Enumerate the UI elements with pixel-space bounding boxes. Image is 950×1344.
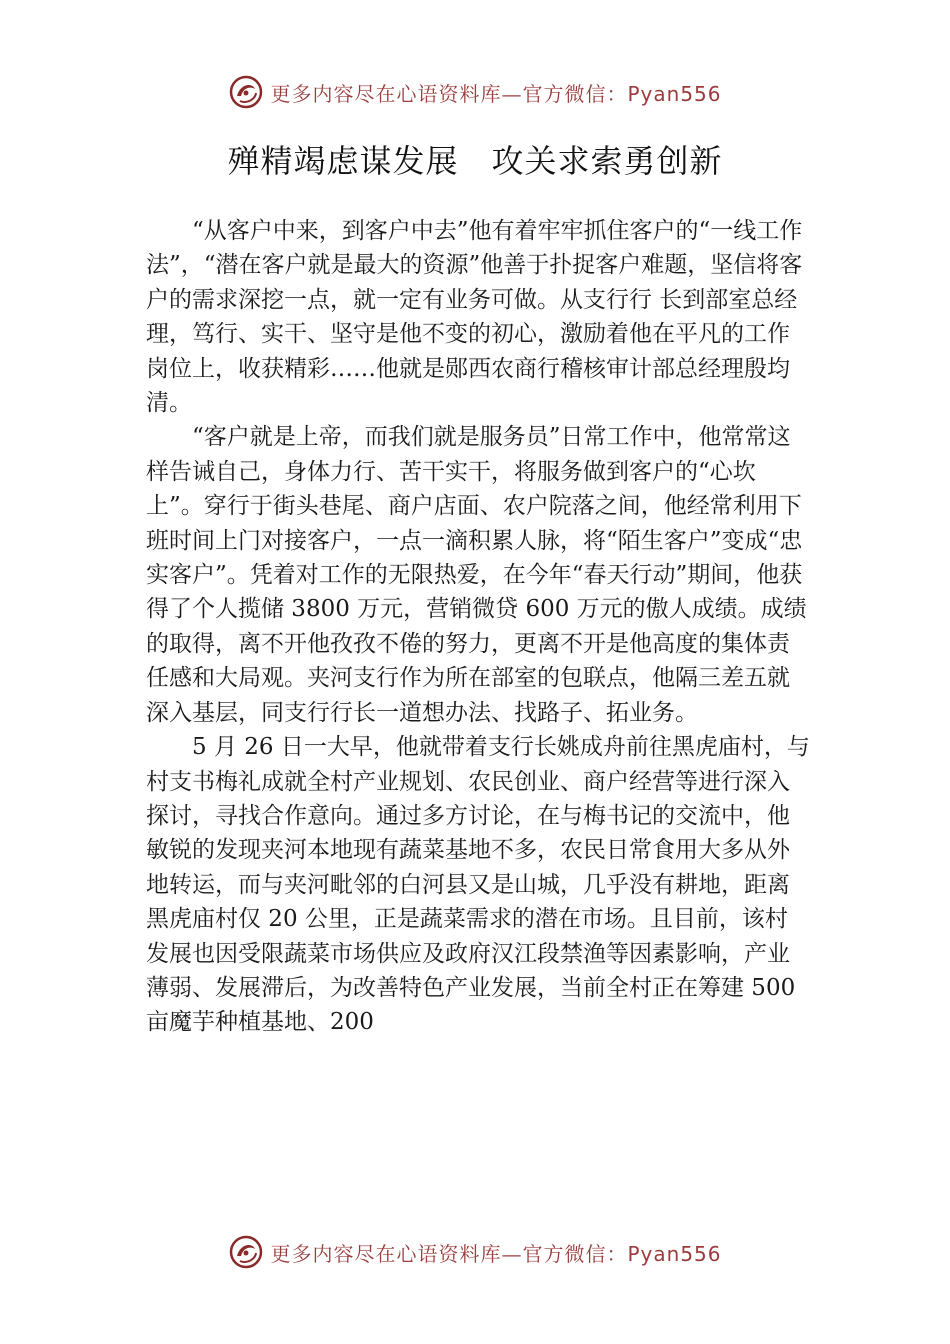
banner-text: 更多内容尽在心语资料库—官方微信：Pyan556	[270, 1241, 722, 1266]
header-banner	[0, 70, 950, 114]
swirl-logo-icon	[228, 74, 264, 110]
document-title: 殚精竭虑谋发展 攻关求索勇创新	[227, 142, 723, 180]
swirl-logo-icon	[228, 1234, 264, 1270]
banner-handle: Pyan556	[627, 1241, 722, 1266]
footer-banner	[0, 1230, 950, 1274]
paragraph-3: 5 月 26 日一大早，他就带着支行长姚成舟前往黑虎庙村，与村支书梅礼成就全村产业规划、农民创业、商户经营等进行深入探讨，寻找合作意向。通过多方讨论，在与梅书记的交流中，他敏锐的发现夹河本地现有蔬菜基地不多，农民日常食用大多从外地转运，而与夹河毗邻的白河县又是山城，几乎没有耕地，距离黑虎庙村仅 20 公里，正是蔬菜需求的潜在市场。且目前，该村发展也因受限蔬菜市场供应及政府汉江段禁渔等因素影响，产业薄弱、发展滞后，为改善特色产业发展，当前全村正在筹建 500 亩魔芋种植基地、200	[146, 734, 810, 1036]
document-body	[146, 214, 810, 1040]
paragraph-2: “客户就是上帝，而我们就是服务员”日常工作中，他常常这样告诫自己，身体力行、苦干实干，将服务做到客户的“心坎上”。穿行于街头巷尾、商户店面、农户院落之间，他经常利用下班时间上门对接客户，一点一滴积累人脉，将“陌生客户”变成“忠实客户”。凭着对工作的无限热爱，在今年“春天行动”期间，他获得了个人揽储 3800 万元，营销微贷 600 万元的傲人成绩。成绩的取得，离不开他孜孜不倦的努力，更离不开是他高度的集体责任感和大局观。夹河支行作为所在部室的包联点，他隔三差五就深入基层，同支行行长一道想办法、找路子、拓业务。	[146, 424, 807, 726]
banner-text: 更多内容尽在心语资料库—官方微信：Pyan556	[270, 81, 722, 106]
paragraph-1: “从客户中来，到客户中去”他有着牢牢抓住客户的“一线工作法”，“潜在客户就是最大的资源”他善于扑捉客户难题，坚信将客户的需求深挖一点，就一定有业务可做。从支行行 长到部室总经理，笃行、实干、坚守是他不变的初心，激励着他在平凡的工作岗位上，收获精彩……他就是郧西农商行稽核审计部总经理殷均清。	[146, 218, 803, 417]
banner-handle: Pyan556	[627, 81, 722, 106]
